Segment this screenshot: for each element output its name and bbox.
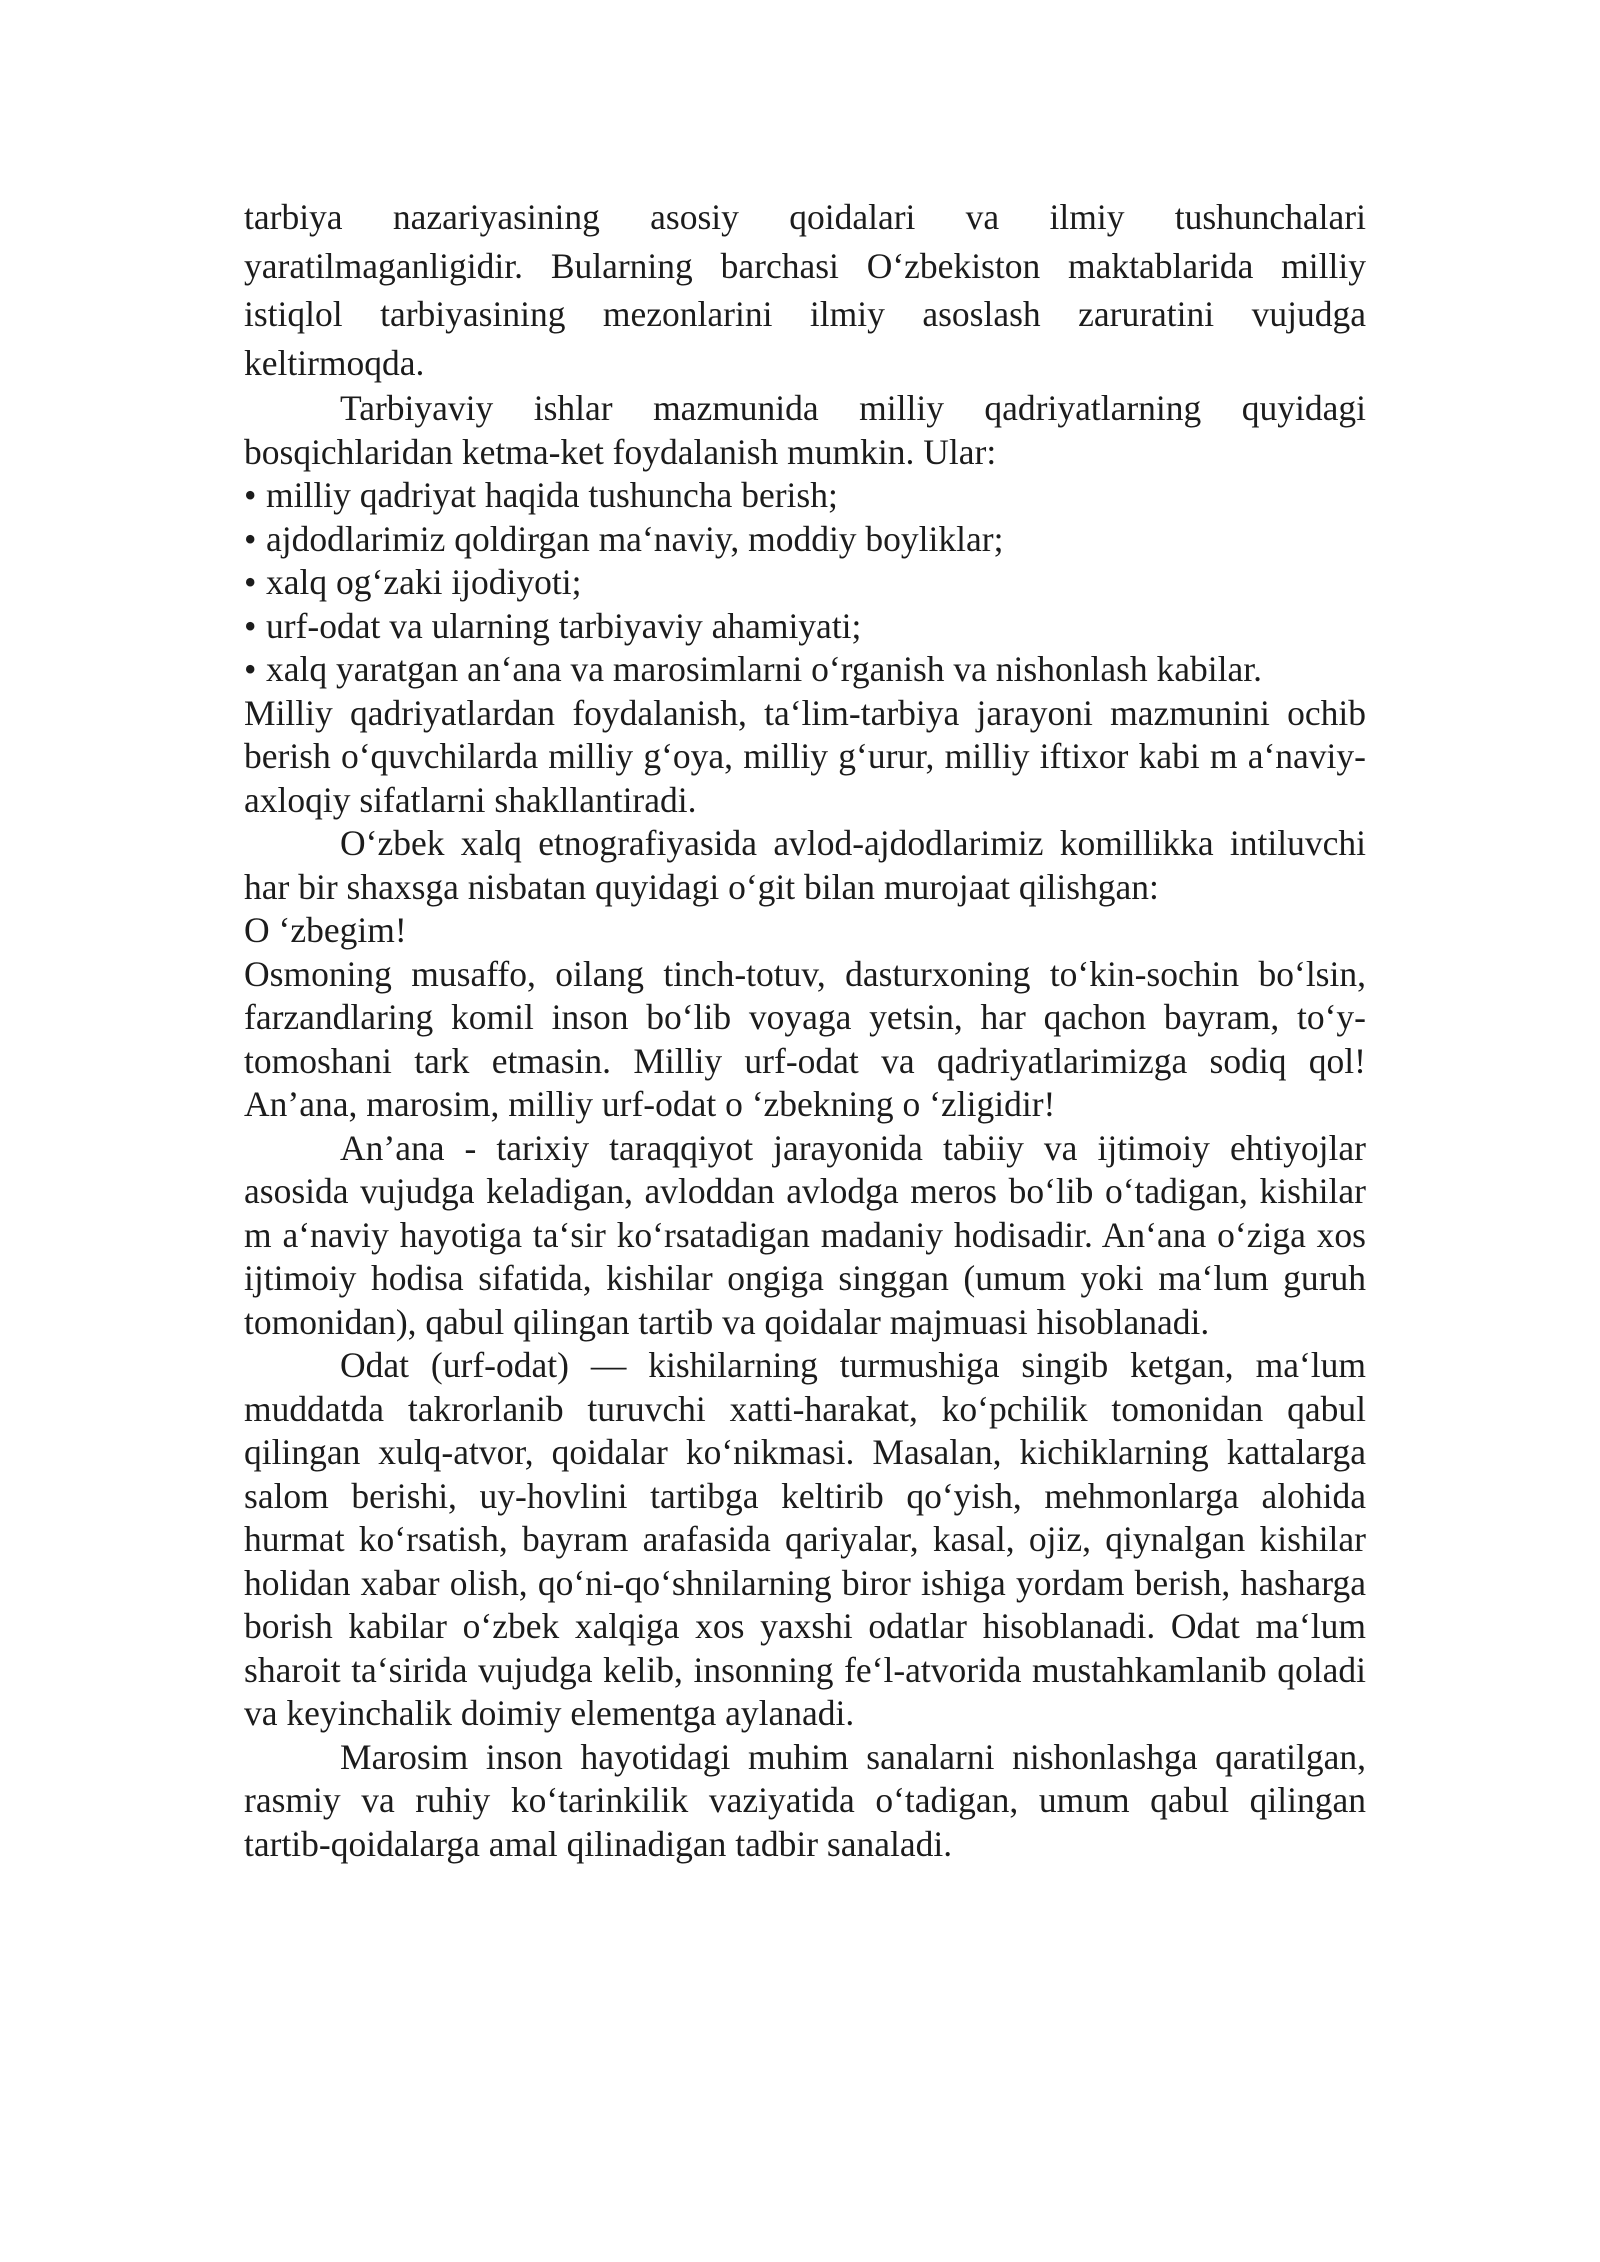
document-body bbox=[244, 193, 1366, 1866]
paragraph-tradition-definition: An’ana - tarixiy taraqqiyot jarayonida tabiiy va ijtimoiy ehtiyojlar asosida vujudga keladigan, avloddan avlodga meros bo‘lib o‘tadigan, kishilar m a‘naviy hayotiga ta‘sir ko‘rsatadigan madaniy hodisadir. An‘ana o‘ziga xos ijtimoiy hodisa sifatida, kishilar ongiga singgan (umum yoki ma‘lum guruh tomonidan), qabul qilingan tartib va qoidalar majmuasi hisoblanadi. bbox=[244, 1127, 1366, 1342]
paragraph-stages-intro: Tarbiyaviy ishlar mazmunida milliy qadriyatlarning quyidagi bosqichlaridan ketma-ket foydalanish mumkin. Ular: bbox=[244, 388, 1366, 472]
paragraph-blessing: Osmoning musaffo, oilang tinch-totuv, dasturxoning to‘kin-sochin bo‘lsin, farzandlaring komil inson bo‘lib voyaga yetsin, har qachon bayram, to‘y-tomoshani tark etmasin. Milliy urf-odat va qadriyatlarimizga sodiq qol! An’ana, marosim, milliy urf-odat o ‘zbekning o ‘zligidir! bbox=[244, 953, 1366, 1124]
bullet-symbol: • bbox=[244, 605, 257, 646]
list-item-text: milliy qadriyat haqida tushuncha berish; bbox=[266, 475, 838, 515]
list-item bbox=[244, 648, 1366, 692]
bullet-symbol: • bbox=[244, 649, 257, 689]
paragraph-continuation: tarbiya nazariyasining asosiy qoidalari va ilmiy tushunchalari yaratilmaganligidir. Bularning barchasi O‘zbekiston maktablarida milliy istiqlol tarbiyasining mezonlarini ilmiy asoslash zaruratini vujudga keltirmoqda. bbox=[244, 197, 1366, 383]
paragraph-values-usage: Milliy qadriyatlardan foydalanish, ta‘lim-tarbiya jarayoni mazmunini ochib berish o‘quvchilarda milliy g‘oya, milliy g‘urur, milliy iftixor kabi m a‘naviy-axloqiy sifatlarni shakllantiradi. bbox=[244, 692, 1366, 820]
bullet-symbol: • bbox=[244, 518, 257, 559]
list-item bbox=[244, 518, 1366, 562]
paragraph-custom-definition: Odat (urf-odat) — kishilarning turmushiga singib ketgan, ma‘lum muddatda takrorlanib turuvchi xatti-harakat, ko‘pchilik tomonidan qabul qilingan xulq-atvor, qoidalar ko‘nikmasi. Masalan, kichiklarning kattalarga salom berishi, uy-hovlini tartibga keltirib qo‘yish, mehmonlarga alohida hurmat ko‘rsatish, bayram arafasida qariyalar, kasal, ojiz, qiynalgan kishilar holidan xabar olish, qo‘ni-qo‘shnilarning biror ishiga yordam berish, hasharga borish kabilar o‘zbek xalqiga xos yaxshi odatlar hisoblanadi. Odat ma‘lum sharoit ta‘sirida vujudga kelib, insonning fe‘l-atvorida mustahkamlanib qoladi va keyinchalik doimiy elementga aylanadi. bbox=[244, 1345, 1366, 1733]
address-line: O ‘zbegim! bbox=[244, 910, 407, 950]
list-item bbox=[244, 474, 1366, 518]
list-item-text: ajdodlarimiz qoldirgan ma‘naviy, moddiy boyliklar; bbox=[266, 518, 1004, 559]
stages-list bbox=[244, 474, 1366, 692]
list-item-text: urf-odat va ularning tarbiyaviy ahamiyati; bbox=[266, 605, 862, 646]
list-item bbox=[244, 605, 1366, 649]
list-item-text: xalq yaratgan an‘ana va marosimlarni o‘rganish va nishonlash kabilar. bbox=[266, 649, 1262, 689]
bullet-symbol: • bbox=[244, 475, 257, 515]
list-item bbox=[244, 561, 1366, 605]
paragraph-ethnography: O‘zbek xalq etnografiyasida avlod-ajdodlarimiz komillikka intiluvchi har bir shaxsga nisbatan quyidagi o‘git bilan murojaat qilishgan: bbox=[244, 823, 1366, 907]
paragraph-ceremony-definition: Marosim inson hayotidagi muhim sanalarni nishonlashga qaratilgan, rasmiy va ruhiy ko‘tarinkilik vaziyatida o‘tadigan, umum qabul qilingan tartib-qoidalarga amal qilinadigan tadbir sanaladi. bbox=[244, 1736, 1366, 1864]
bullet-symbol: • bbox=[244, 562, 257, 602]
list-item-text: xalq og‘zaki ijodiyoti; bbox=[266, 562, 582, 602]
